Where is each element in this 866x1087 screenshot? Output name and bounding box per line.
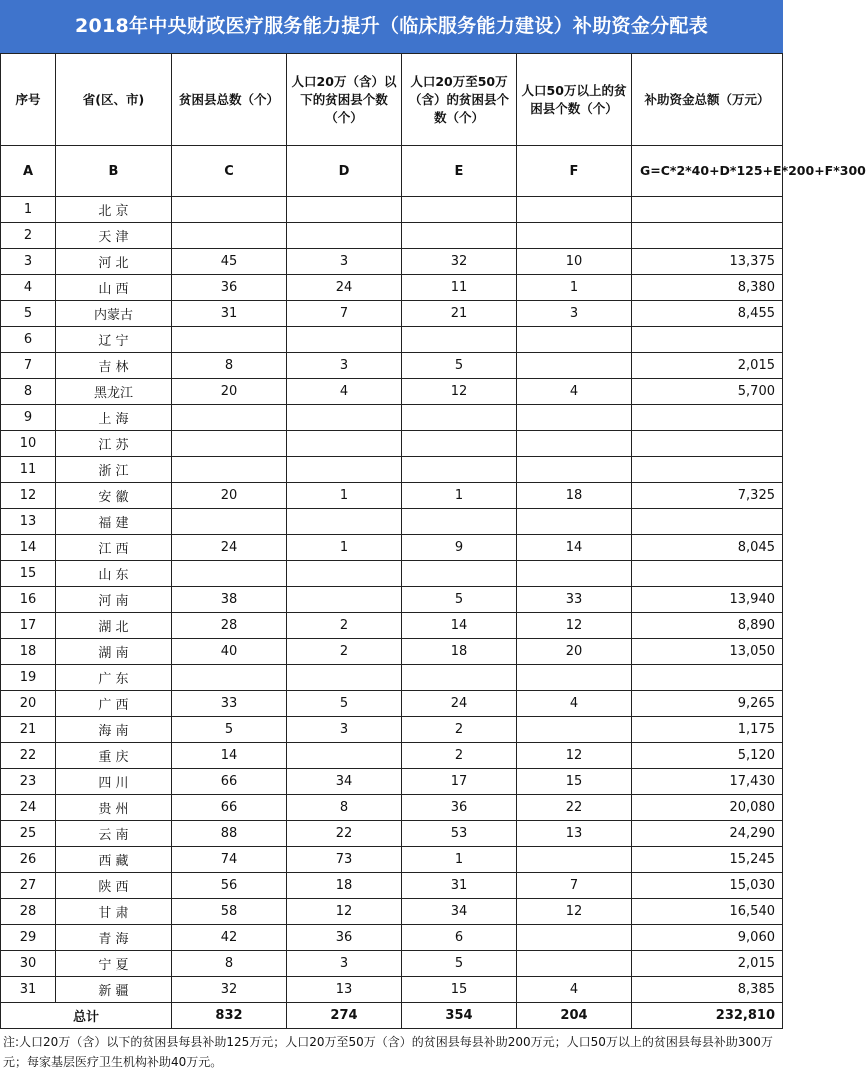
cell-subsidy-total: 15,245 — [632, 847, 783, 873]
cell-pop-20w-50w — [402, 223, 517, 249]
cell-poor-county-total: 56 — [172, 873, 287, 899]
cell-subsidy-total: 13,940 — [632, 587, 783, 613]
table-row — [1, 951, 783, 977]
cell-pop-over-50w — [517, 561, 632, 587]
cell-subsidy-total: 1,175 — [632, 717, 783, 743]
table-row — [1, 379, 783, 405]
cell-pop-over-50w: 12 — [517, 743, 632, 769]
table-row — [1, 873, 783, 899]
cell-poor-county-total: 88 — [172, 821, 287, 847]
header-subsidy-total: 补助资金总额（万元） — [632, 54, 783, 146]
cell-pop-over-50w: 7 — [517, 873, 632, 899]
cell-province: 新 疆 — [56, 977, 172, 1003]
cell-province: 江 苏 — [56, 431, 172, 457]
cell-index: 6 — [1, 327, 56, 353]
cell-pop-20w-50w: 32 — [402, 249, 517, 275]
cell-pop-under-20w: 7 — [287, 301, 402, 327]
cell-pop-20w-50w: 34 — [402, 899, 517, 925]
cell-subsidy-total: 2,015 — [632, 353, 783, 379]
code-e: E — [402, 146, 517, 197]
cell-index: 24 — [1, 795, 56, 821]
cell-index: 20 — [1, 691, 56, 717]
cell-pop-over-50w — [517, 431, 632, 457]
cell-pop-under-20w: 34 — [287, 769, 402, 795]
cell-pop-20w-50w — [402, 431, 517, 457]
table-row — [1, 353, 783, 379]
cell-province: 青 海 — [56, 925, 172, 951]
code-d: D — [287, 146, 402, 197]
cell-poor-county-total: 5 — [172, 717, 287, 743]
cell-index: 30 — [1, 951, 56, 977]
cell-province: 北 京 — [56, 197, 172, 223]
cell-subsidy-total — [632, 405, 783, 431]
cell-pop-20w-50w: 31 — [402, 873, 517, 899]
cell-pop-20w-50w: 5 — [402, 587, 517, 613]
table-row — [1, 899, 783, 925]
cell-province: 黑龙江 — [56, 379, 172, 405]
cell-index: 29 — [1, 925, 56, 951]
table-row — [1, 275, 783, 301]
cell-province: 山 东 — [56, 561, 172, 587]
cell-pop-under-20w — [287, 327, 402, 353]
cell-pop-under-20w — [287, 665, 402, 691]
cell-poor-county-total — [172, 457, 287, 483]
cell-poor-county-total — [172, 561, 287, 587]
cell-subsidy-total: 20,080 — [632, 795, 783, 821]
cell-subsidy-total: 13,375 — [632, 249, 783, 275]
footnote: 注:人口20万（含）以下的贫困县每县补助125万元；人口20万至50万（含）的贫困县每县补助200万元；人口50万以上的贫困县每县补助300万元；每家基层医疗卫生机构补助40万元。 — [3, 1035, 773, 1069]
cell-subsidy-total: 8,380 — [632, 275, 783, 301]
table-row — [1, 587, 783, 613]
header-poor-county-total: 贫困县总数（个） — [172, 54, 287, 146]
cell-province: 天 津 — [56, 223, 172, 249]
table-row — [1, 717, 783, 743]
cell-pop-under-20w: 3 — [287, 951, 402, 977]
cell-pop-20w-50w: 53 — [402, 821, 517, 847]
cell-index: 27 — [1, 873, 56, 899]
cell-pop-20w-50w: 36 — [402, 795, 517, 821]
cell-pop-over-50w: 22 — [517, 795, 632, 821]
total-d: 274 — [287, 1003, 402, 1029]
cell-pop-20w-50w: 21 — [402, 301, 517, 327]
table-row — [1, 561, 783, 587]
cell-pop-under-20w: 8 — [287, 795, 402, 821]
cell-pop-over-50w — [517, 457, 632, 483]
cell-index: 17 — [1, 613, 56, 639]
cell-pop-over-50w — [517, 327, 632, 353]
cell-subsidy-total: 8,045 — [632, 535, 783, 561]
cell-index: 14 — [1, 535, 56, 561]
table-row — [1, 691, 783, 717]
cell-pop-over-50w: 3 — [517, 301, 632, 327]
cell-pop-over-50w: 1 — [517, 275, 632, 301]
cell-province: 吉 林 — [56, 353, 172, 379]
cell-subsidy-total — [632, 457, 783, 483]
cell-pop-20w-50w: 17 — [402, 769, 517, 795]
cell-index: 25 — [1, 821, 56, 847]
cell-poor-county-total: 32 — [172, 977, 287, 1003]
cell-pop-over-50w: 33 — [517, 587, 632, 613]
cell-poor-county-total: 28 — [172, 613, 287, 639]
cell-pop-under-20w: 24 — [287, 275, 402, 301]
cell-pop-20w-50w — [402, 509, 517, 535]
cell-poor-county-total: 8 — [172, 353, 287, 379]
cell-index: 1 — [1, 197, 56, 223]
cell-pop-over-50w: 4 — [517, 977, 632, 1003]
cell-subsidy-total — [632, 509, 783, 535]
cell-poor-county-total: 74 — [172, 847, 287, 873]
cell-subsidy-total: 15,030 — [632, 873, 783, 899]
cell-province: 上 海 — [56, 405, 172, 431]
cell-pop-20w-50w: 14 — [402, 613, 517, 639]
cell-province: 湖 北 — [56, 613, 172, 639]
cell-index: 4 — [1, 275, 56, 301]
cell-subsidy-total — [632, 561, 783, 587]
cell-pop-20w-50w: 15 — [402, 977, 517, 1003]
cell-province: 河 北 — [56, 249, 172, 275]
cell-pop-under-20w — [287, 197, 402, 223]
cell-poor-county-total — [172, 197, 287, 223]
cell-province: 贵 州 — [56, 795, 172, 821]
cell-pop-over-50w — [517, 405, 632, 431]
cell-subsidy-total — [632, 223, 783, 249]
table-row — [1, 535, 783, 561]
cell-pop-under-20w — [287, 587, 402, 613]
cell-pop-under-20w — [287, 457, 402, 483]
code-c: C — [172, 146, 287, 197]
cell-pop-over-50w — [517, 197, 632, 223]
table-row — [1, 405, 783, 431]
cell-index: 15 — [1, 561, 56, 587]
cell-subsidy-total: 9,265 — [632, 691, 783, 717]
cell-subsidy-total — [632, 665, 783, 691]
code-b: B — [56, 146, 172, 197]
cell-poor-county-total — [172, 223, 287, 249]
cell-pop-under-20w — [287, 743, 402, 769]
cell-province: 安 徽 — [56, 483, 172, 509]
header-pop-under-20w: 人口20万（含）以下的贫困县个数（个） — [287, 54, 402, 146]
cell-poor-county-total: 20 — [172, 483, 287, 509]
cell-province: 西 藏 — [56, 847, 172, 873]
cell-index: 16 — [1, 587, 56, 613]
table-row — [1, 223, 783, 249]
cell-index: 2 — [1, 223, 56, 249]
cell-pop-over-50w — [517, 665, 632, 691]
table-row — [1, 483, 783, 509]
cell-province: 福 建 — [56, 509, 172, 535]
cell-pop-under-20w: 5 — [287, 691, 402, 717]
cell-province: 内蒙古 — [56, 301, 172, 327]
table-row — [1, 743, 783, 769]
cell-pop-under-20w: 18 — [287, 873, 402, 899]
cell-pop-under-20w: 2 — [287, 613, 402, 639]
cell-pop-20w-50w: 24 — [402, 691, 517, 717]
cell-index: 7 — [1, 353, 56, 379]
cell-subsidy-total — [632, 197, 783, 223]
cell-subsidy-total — [632, 431, 783, 457]
cell-province: 浙 江 — [56, 457, 172, 483]
cell-pop-over-50w: 20 — [517, 639, 632, 665]
cell-pop-under-20w — [287, 509, 402, 535]
cell-pop-over-50w — [517, 509, 632, 535]
cell-pop-under-20w — [287, 561, 402, 587]
header-pop-over-50w: 人口50万以上的贫困县个数（个） — [517, 54, 632, 146]
cell-province: 河 南 — [56, 587, 172, 613]
column-code-row — [1, 146, 783, 197]
cell-pop-under-20w — [287, 405, 402, 431]
table-row — [1, 821, 783, 847]
cell-poor-county-total — [172, 665, 287, 691]
cell-pop-over-50w: 12 — [517, 613, 632, 639]
cell-poor-county-total: 40 — [172, 639, 287, 665]
table-row — [1, 665, 783, 691]
cell-pop-over-50w: 13 — [517, 821, 632, 847]
cell-pop-under-20w: 36 — [287, 925, 402, 951]
cell-province: 宁 夏 — [56, 951, 172, 977]
cell-pop-over-50w — [517, 951, 632, 977]
cell-pop-over-50w: 4 — [517, 691, 632, 717]
cell-poor-county-total: 42 — [172, 925, 287, 951]
cell-pop-under-20w: 3 — [287, 353, 402, 379]
cell-pop-under-20w: 3 — [287, 717, 402, 743]
cell-poor-county-total: 45 — [172, 249, 287, 275]
cell-pop-under-20w — [287, 223, 402, 249]
code-g-formula: G=C*2*40+D*125+E*200+F*300 — [632, 146, 783, 197]
cell-pop-20w-50w — [402, 197, 517, 223]
cell-pop-under-20w: 3 — [287, 249, 402, 275]
total-e: 354 — [402, 1003, 517, 1029]
cell-pop-over-50w — [517, 353, 632, 379]
cell-poor-county-total: 24 — [172, 535, 287, 561]
header-row — [1, 54, 783, 146]
cell-subsidy-total: 13,050 — [632, 639, 783, 665]
total-row — [1, 1003, 783, 1029]
cell-province: 广 西 — [56, 691, 172, 717]
cell-subsidy-total: 24,290 — [632, 821, 783, 847]
cell-index: 5 — [1, 301, 56, 327]
cell-poor-county-total — [172, 327, 287, 353]
cell-pop-under-20w: 12 — [287, 899, 402, 925]
cell-pop-20w-50w: 12 — [402, 379, 517, 405]
cell-pop-over-50w — [517, 925, 632, 951]
cell-poor-county-total: 36 — [172, 275, 287, 301]
cell-subsidy-total: 9,060 — [632, 925, 783, 951]
cell-pop-20w-50w — [402, 457, 517, 483]
cell-subsidy-total: 7,325 — [632, 483, 783, 509]
cell-province: 湖 南 — [56, 639, 172, 665]
cell-pop-over-50w — [517, 223, 632, 249]
cell-province: 辽 宁 — [56, 327, 172, 353]
cell-poor-county-total: 58 — [172, 899, 287, 925]
cell-subsidy-total: 5,700 — [632, 379, 783, 405]
cell-poor-county-total — [172, 431, 287, 457]
cell-pop-over-50w: 18 — [517, 483, 632, 509]
cell-pop-20w-50w: 18 — [402, 639, 517, 665]
header-province: 省(区、市) — [56, 54, 172, 146]
table-row — [1, 977, 783, 1003]
table-row — [1, 639, 783, 665]
cell-pop-20w-50w: 1 — [402, 483, 517, 509]
cell-province: 甘 肃 — [56, 899, 172, 925]
cell-poor-county-total: 38 — [172, 587, 287, 613]
header-pop-20w-50w: 人口20万至50万（含）的贫困县个数（个） — [402, 54, 517, 146]
total-label: 总计 — [1, 1003, 172, 1029]
cell-index: 31 — [1, 977, 56, 1003]
cell-pop-20w-50w: 9 — [402, 535, 517, 561]
table-row — [1, 509, 783, 535]
cell-poor-county-total: 8 — [172, 951, 287, 977]
cell-pop-under-20w: 73 — [287, 847, 402, 873]
cell-subsidy-total: 16,540 — [632, 899, 783, 925]
cell-index: 18 — [1, 639, 56, 665]
table-row — [1, 431, 783, 457]
cell-pop-over-50w: 10 — [517, 249, 632, 275]
cell-poor-county-total: 31 — [172, 301, 287, 327]
cell-pop-under-20w: 4 — [287, 379, 402, 405]
cell-pop-over-50w — [517, 847, 632, 873]
cell-pop-under-20w: 22 — [287, 821, 402, 847]
cell-index: 21 — [1, 717, 56, 743]
cell-pop-over-50w: 14 — [517, 535, 632, 561]
cell-pop-20w-50w — [402, 405, 517, 431]
header-index: 序号 — [1, 54, 56, 146]
cell-pop-over-50w — [517, 717, 632, 743]
cell-pop-over-50w: 4 — [517, 379, 632, 405]
page-title: 2018年中央财政医疗服务能力提升（临床服务能力建设）补助资金分配表 — [0, 0, 783, 53]
cell-index: 9 — [1, 405, 56, 431]
cell-province: 海 南 — [56, 717, 172, 743]
cell-province: 陕 西 — [56, 873, 172, 899]
cell-index: 3 — [1, 249, 56, 275]
cell-index: 12 — [1, 483, 56, 509]
cell-pop-20w-50w: 2 — [402, 717, 517, 743]
cell-pop-20w-50w: 11 — [402, 275, 517, 301]
cell-subsidy-total: 8,455 — [632, 301, 783, 327]
code-a: A — [1, 146, 56, 197]
cell-poor-county-total: 14 — [172, 743, 287, 769]
cell-province: 山 西 — [56, 275, 172, 301]
cell-subsidy-total — [632, 327, 783, 353]
table-row — [1, 249, 783, 275]
cell-subsidy-total: 8,890 — [632, 613, 783, 639]
cell-index: 22 — [1, 743, 56, 769]
cell-pop-20w-50w: 5 — [402, 951, 517, 977]
cell-pop-under-20w: 1 — [287, 535, 402, 561]
cell-poor-county-total: 33 — [172, 691, 287, 717]
cell-province: 广 东 — [56, 665, 172, 691]
table-row — [1, 925, 783, 951]
cell-pop-under-20w: 2 — [287, 639, 402, 665]
cell-pop-20w-50w — [402, 327, 517, 353]
cell-index: 19 — [1, 665, 56, 691]
cell-pop-20w-50w: 6 — [402, 925, 517, 951]
cell-pop-20w-50w: 5 — [402, 353, 517, 379]
total-f: 204 — [517, 1003, 632, 1029]
cell-province: 四 川 — [56, 769, 172, 795]
cell-pop-20w-50w: 2 — [402, 743, 517, 769]
cell-province: 重 庆 — [56, 743, 172, 769]
cell-index: 28 — [1, 899, 56, 925]
cell-index: 26 — [1, 847, 56, 873]
cell-pop-20w-50w: 1 — [402, 847, 517, 873]
table-row — [1, 197, 783, 223]
cell-province: 云 南 — [56, 821, 172, 847]
cell-subsidy-total: 2,015 — [632, 951, 783, 977]
cell-pop-20w-50w — [402, 561, 517, 587]
cell-pop-over-50w: 15 — [517, 769, 632, 795]
cell-subsidy-total: 8,385 — [632, 977, 783, 1003]
cell-poor-county-total: 66 — [172, 795, 287, 821]
cell-index: 13 — [1, 509, 56, 535]
table-row — [1, 795, 783, 821]
table-row — [1, 327, 783, 353]
table-row — [1, 301, 783, 327]
cell-poor-county-total — [172, 509, 287, 535]
allocation-table — [0, 53, 866, 1029]
cell-pop-under-20w: 13 — [287, 977, 402, 1003]
cell-index: 11 — [1, 457, 56, 483]
cell-index: 10 — [1, 431, 56, 457]
table-row — [1, 613, 783, 639]
cell-pop-20w-50w — [402, 665, 517, 691]
total-g: 232,810 — [632, 1003, 783, 1029]
cell-subsidy-total: 5,120 — [632, 743, 783, 769]
table-row — [1, 769, 783, 795]
cell-pop-under-20w — [287, 431, 402, 457]
cell-poor-county-total: 20 — [172, 379, 287, 405]
cell-index: 23 — [1, 769, 56, 795]
cell-poor-county-total: 66 — [172, 769, 287, 795]
total-c: 832 — [172, 1003, 287, 1029]
code-f: F — [517, 146, 632, 197]
cell-province: 江 西 — [56, 535, 172, 561]
cell-pop-under-20w: 1 — [287, 483, 402, 509]
table-row — [1, 847, 783, 873]
cell-poor-county-total — [172, 405, 287, 431]
cell-subsidy-total: 17,430 — [632, 769, 783, 795]
cell-index: 8 — [1, 379, 56, 405]
table-row — [1, 457, 783, 483]
cell-pop-over-50w: 12 — [517, 899, 632, 925]
